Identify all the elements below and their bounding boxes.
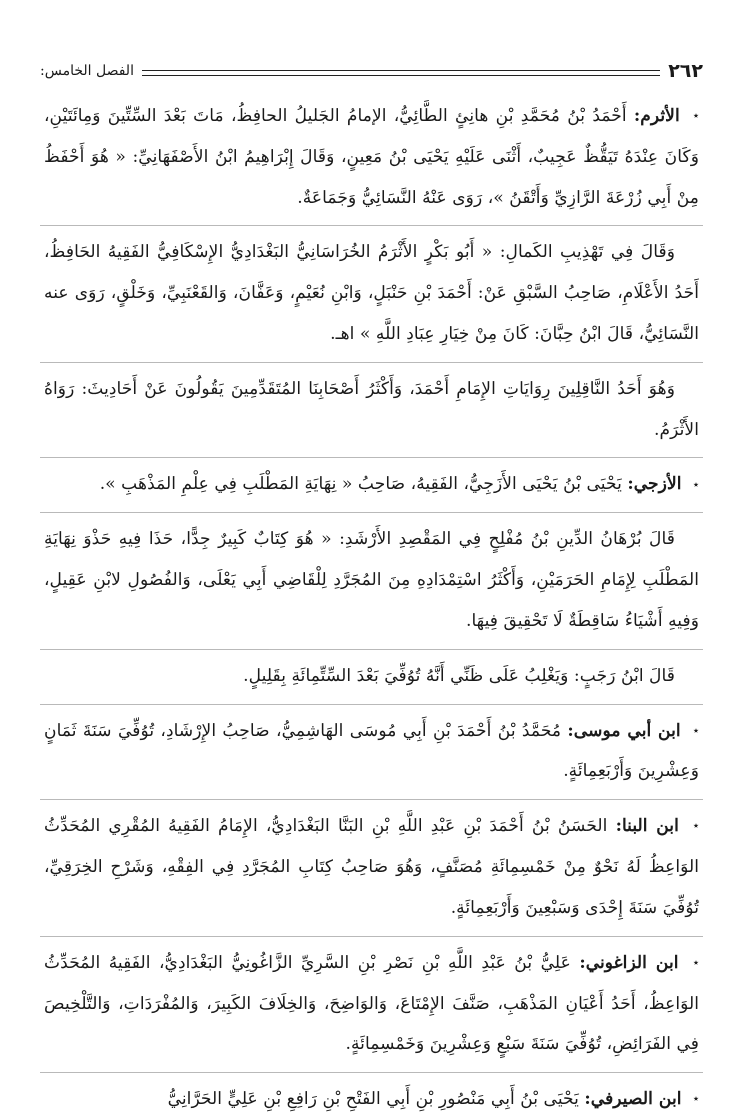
entry-ibn-al-banna: [40, 806, 703, 928]
page-body: [40, 96, 703, 1120]
entry-text: أَحْمَدُ بْنُ مُحَمَّدِ بْنِ هانِئٍ الطَّائِيُّ، الإمامُ الجَليلُ الحافِظُ، مَاتَ بَعْدَ السِّتِّينَ وَمِائَتَيْنِ، وَكَانَ عِنْدَهُ تَيَقُّظٌ عَجِيبٌ، أَثْنَى عَلَيْهِ يَحْيَى بْنُ مَعِينٍ، وَقَالَ إِبْرَاهِيمُ ابْنُ الأَصْفَهَانِيِّ: « هُوَ أَحْفَظُ مِنْ أَبِي زُرْعَةَ الرَّازِيِّ وَأَتْقَنُ »، رَوَى عَنْهُ النَّسَائِيُّ وَجَمَاعَةٌ.: [44, 106, 699, 208]
paragraph-text: قَالَ بُرْهَانُ الدِّينِ بْنُ مُفْلِحٍ فِي المَقْصِدِ الأَرْشَدِ: « هُوَ كِتَابٌ كَبِيرٌ جِدًّا، حَذَا فِيهِ حَذْوَ نِهَايَةِ المَطْلَبِ لِإِمَامِ الحَرَمَيْنِ، وَأَكْثَرُ اسْتِمْدَادِهِ مِنَ المُجَرَّدِ لِلْقَاضِي أَبِي يَعْلَى، وَالفُصُولِ لابْنِ عَقِيلٍ، وَفِيهِ أَشْيَاءُ سَاقِطَةٌ لَا تَحْقِيقَ فِيهَا.: [44, 529, 699, 631]
entry-name: ابن الصيرفي:: [584, 1089, 682, 1110]
entry-text: مُحَمَّدُ بْنُ أَحْمَدَ بْنِ أَبِي مُوسَى الهَاشِمِيُّ، صَاحِبُ الإِرْشَادِ، تُوُفِّيَ سَنَةَ ثَمَانٍ وَعِشْرِينَ وَأَرْبَعِمِائَةٍ.: [44, 720, 699, 782]
paragraph-divider: [40, 936, 703, 937]
paragraph-text: وَقَالَ فِي تَهْذِيبِ الكَمالِ: « أَبُو بَكْرٍ الأَثْرَمُ الخُرَاسَانِيُّ البَغْدَادِيُّ الإِسْكَافِيُّ الفَقِيهُ الحَافِظُ، أَحَدُ الأَعْلَامِ، صَاحِبُ السَّبْقِ عَنْ: أَحْمَدَ بْنِ حَنْبَلٍ، وَابْنِ نُعَيْمٍ، وَعَفَّانَ، وَالقَعْنَبِيِّ، وَخَلْقٍ، رَوَى عنه النَّسَائِيُّ، قَالَ ابْنُ حِبَّانَ: كَانَ مِنْ خِيَارِ عِبَادِ اللَّهِ » اهـ.: [44, 242, 699, 345]
page-number: ٢٦٢: [668, 60, 703, 82]
paragraph-divider: [40, 799, 703, 800]
paragraph-divider: [40, 704, 703, 705]
bullet-icon: ٭: [693, 955, 700, 969]
entry-ibn-al-zaghuni: [40, 943, 703, 1065]
bullet-icon: ٭: [693, 477, 699, 491]
chapter-title: الفصل الخامس:: [40, 63, 134, 79]
header-rule: [142, 70, 660, 76]
paragraph-divider: [40, 1072, 703, 1073]
entry-ibn-abi-musa: [40, 711, 703, 793]
bullet-icon: ٭: [693, 109, 699, 123]
page-header: [40, 58, 703, 84]
entry-name: الأثرم:: [633, 106, 680, 126]
paragraph-tahdhib-quote: [40, 232, 703, 354]
paragraph-divider: [40, 457, 703, 458]
entry-name: ابن أبي موسى:: [567, 720, 681, 741]
paragraph-text: قَالَ ابْنُ رَجَبٍ: وَيَغْلِبُ عَلَى ظَنِّي أَنَّهُ تُوُفِّيَ بَعْدَ السِّتِّمِائَةِ بِقَلِيلٍ.: [243, 665, 675, 686]
bullet-icon: ٭: [693, 1092, 699, 1106]
paragraph-ibn-muflih-quote: [40, 519, 703, 641]
paragraph-athram-narrations: [40, 369, 703, 451]
paragraph-divider: [40, 649, 703, 650]
entry-text: عَلِيُّ بْنُ عَبْدِ اللَّهِ بْنِ نَصْرِ بْنِ السَّرِيِّ الزَّاغُونِيُّ البَغْدَادِيُّ، الفَقِيهُ المُحَدِّثُ الوَاعِظُ، أَحَدُ أَعْيَانِ المَذْهَبِ، صَنَّفَ الإِمْتَاعَ، وَالوَاضِحَ، وَالخِلَافَ الكَبِيرَ، وَالمُفْرَدَاتِ، وَالتَّلْخِيصَ فِي الفَرَائِضِ، تُوُفِّيَ سَنَةَ سَبْعٍ وَعِشْرِينَ وَخَمْسِمِائَةٍ.: [44, 952, 699, 1055]
paragraph-divider: [40, 362, 703, 363]
entry-text: الحَسَنُ بْنُ أَحْمَدَ بْنِ عَبْدِ اللَّهِ بْنِ البَنَّا البَغْدَادِيُّ، الإِمَامُ الفَقِيهُ المُقْرِي المُحَدِّثُ الوَاعِظُ لَهُ نَحْوٌ مِنْ خَمْسِمِائَةِ مُصَنَّفٍ، وَهُوَ صَاحِبُ كِتَابِ المُجَرَّدِ فِي الفِقْهِ، وَشَرْحِ الخِرَقِيِّ، تُوُفِّيَ سَنَةَ إِحْدَى وَسَبْعِينَ وَأَرْبَعِمِائَةٍ.: [44, 816, 699, 918]
entry-ibn-al-sayrafi: [40, 1079, 703, 1120]
paragraph-divider: [40, 512, 703, 513]
entry-name: ابن الزاغوني:: [579, 952, 679, 973]
paragraph-ibn-rajab: [40, 656, 703, 697]
entry-text: يَحْيَى بْنُ يَحْيَى الأَزَجِيُّ، الفَقِيهُ، صَاحِبُ « نِهَايَةِ المَطْلَبِ فِي عِلْمِ المَذْهَبِ ».: [99, 474, 622, 495]
bullet-icon: ٭: [693, 723, 699, 737]
entry-text: يَحْيَى بْنُ أَبِي مَنْصُورِ بْنِ أَبِي الفَتْحِ بْنِ رَافِعِ بْنِ عَلِيٍّ الحَرَّانِيُّ: [167, 1089, 579, 1110]
entry-name: ابن البنا:: [615, 816, 679, 837]
paragraph-text: وَهُوَ أَحَدُ النَّاقِلِينَ رِوَايَاتِ الإِمَامِ أَحْمَدَ، وَأَكْثَرُ أَصْحَابِنَا المُتَقَدِّمِينَ يَقُولُونَ عَنْ أَحَادِيثَ: رَوَاهُ الأَثْرَمُ.: [44, 378, 699, 440]
bullet-icon: ٭: [693, 819, 700, 833]
entry-al-azaji: [40, 464, 703, 505]
entry-name: الأزجي:: [627, 474, 682, 495]
entry-al-athram: [40, 96, 703, 218]
paragraph-divider: [40, 225, 703, 226]
